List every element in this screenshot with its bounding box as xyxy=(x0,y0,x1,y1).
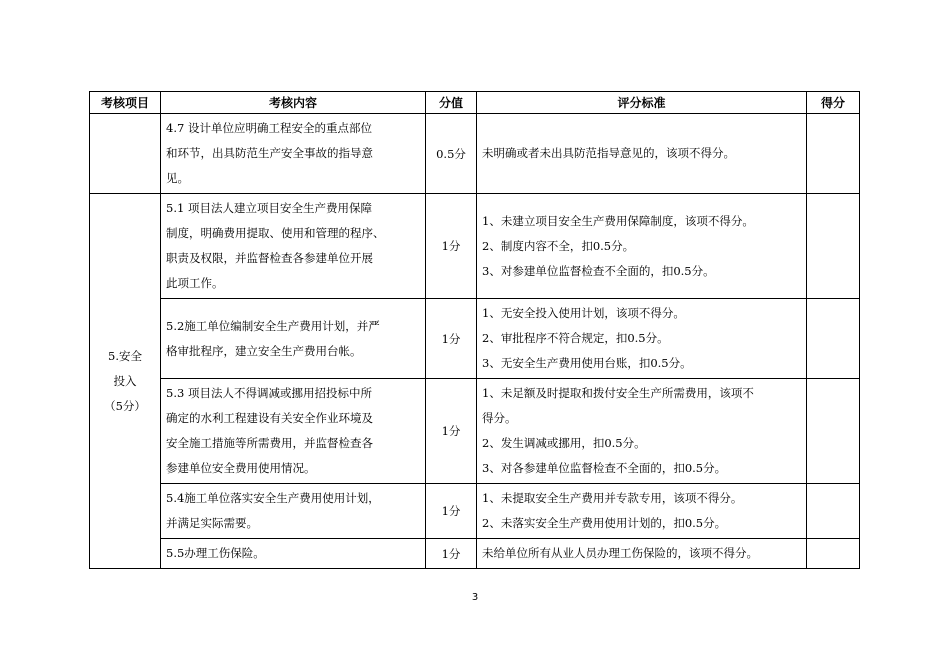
content-line: 确定的水利工程建设有关安全作业环境及 xyxy=(166,411,373,425)
criteria-cell xyxy=(477,299,807,379)
category-line: （5分） xyxy=(104,398,146,413)
criteria-line: 3、无安全生产费用使用台账，扣0.5分。 xyxy=(482,356,692,370)
points-cell[interactable] xyxy=(807,379,860,484)
header-score: 分值 xyxy=(426,92,477,114)
content-line: 5.1 项目法人建立项目安全生产费用保障 xyxy=(166,201,372,215)
table-row xyxy=(90,299,860,379)
category-line: 5.安全 xyxy=(108,348,142,363)
points-cell[interactable] xyxy=(807,539,860,569)
content-line: 此项工作。 xyxy=(166,276,224,290)
content-line: 4.7 设计单位应明确工程安全的重点部位 xyxy=(166,121,372,135)
content-line: 5.2施工单位编制安全生产费用计划，并严 xyxy=(166,318,380,333)
criteria-line: 得分。 xyxy=(482,411,517,425)
content-cell xyxy=(161,484,426,539)
header-category: 考核项目 xyxy=(90,92,161,114)
points-cell[interactable] xyxy=(807,114,860,194)
content-line: 和环节，出具防范生产安全事故的指导意 xyxy=(166,146,373,160)
page-number: 3 xyxy=(471,592,479,603)
category-cell-empty xyxy=(90,114,161,194)
content-cell xyxy=(161,299,426,379)
criteria-line: 未明确或者未出具防范指导意见的，该项不得分。 xyxy=(482,146,735,160)
table-row xyxy=(90,539,860,569)
criteria-cell xyxy=(477,194,807,299)
criteria-line: 1、未提取安全生产费用并专款专用，该项不得分。 xyxy=(482,491,743,505)
points-cell[interactable] xyxy=(807,299,860,379)
content-cell xyxy=(161,194,426,299)
header-content: 考核内容 xyxy=(161,92,426,114)
criteria-cell xyxy=(477,539,807,569)
table-row xyxy=(90,194,860,299)
score-cell: 1分 xyxy=(426,539,477,569)
content-line: 5.5办理工伤保险。 xyxy=(166,546,265,560)
score-cell: 1分 xyxy=(426,379,477,484)
points-cell[interactable] xyxy=(807,484,860,539)
criteria-line: 2、审批程序不符合规定，扣0.5分。 xyxy=(482,331,669,345)
score-cell: 1分 xyxy=(426,484,477,539)
points-cell[interactable] xyxy=(807,194,860,299)
table-header-row xyxy=(90,92,860,114)
criteria-line: 1、未建立项目安全生产费用保障制度，该项不得分。 xyxy=(482,213,754,228)
content-cell xyxy=(161,114,426,194)
criteria-line: 2、未落实安全生产费用使用计划的，扣0.5分。 xyxy=(482,516,727,530)
content-line: 参建单位安全费用使用情况。 xyxy=(166,461,316,475)
score-cell: 0.5分 xyxy=(426,114,477,194)
content-line: 见。 xyxy=(166,171,189,185)
content-line: 并满足实际需要。 xyxy=(166,516,258,530)
table-row xyxy=(90,114,860,194)
score-cell: 1分 xyxy=(426,194,477,299)
content-line: 格审批程序，建立安全生产费用台帐。 xyxy=(166,343,362,358)
category-cell xyxy=(90,194,161,569)
table-row xyxy=(90,484,860,539)
header-points: 得分 xyxy=(807,92,860,114)
content-cell xyxy=(161,539,426,569)
score-cell: 1分 xyxy=(426,299,477,379)
criteria-line: 2、制度内容不全，扣0.5分。 xyxy=(482,238,635,253)
criteria-line: 1、无安全投入使用计划，该项不得分。 xyxy=(482,306,685,320)
criteria-cell xyxy=(477,379,807,484)
criteria-line: 未给单位所有从业人员办理工伤保险的，该项不得分。 xyxy=(482,546,758,560)
criteria-line: 2、发生调减或挪用，扣0.5分。 xyxy=(482,436,646,450)
criteria-cell xyxy=(477,484,807,539)
header-criteria: 评分标准 xyxy=(477,92,807,114)
content-line: 5.4施工单位落实安全生产费用使用计划， xyxy=(166,491,380,505)
criteria-line: 1、未足额及时提取和拨付安全生产所需费用，该项不 xyxy=(482,386,754,400)
content-line: 职责及权限，并监督检查各参建单位开展 xyxy=(166,251,373,265)
criteria-line: 3、对各参建单位监督检查不全面的，扣0.5分。 xyxy=(482,461,727,475)
criteria-line: 3、对参建单位监督检查不全面的，扣0.5分。 xyxy=(482,263,715,278)
criteria-cell xyxy=(477,114,807,194)
content-cell xyxy=(161,379,426,484)
content-line: 制度，明确费用提取、使用和管理的程序、 xyxy=(166,226,385,240)
table-row xyxy=(90,379,860,484)
content-line: 5.3 项目法人不得调减或挪用招投标中所 xyxy=(166,386,372,400)
content-line: 安全施工措施等所需费用，并监督检查各 xyxy=(166,436,373,450)
category-line: 投入 xyxy=(113,373,137,388)
evaluation-table xyxy=(89,91,860,569)
